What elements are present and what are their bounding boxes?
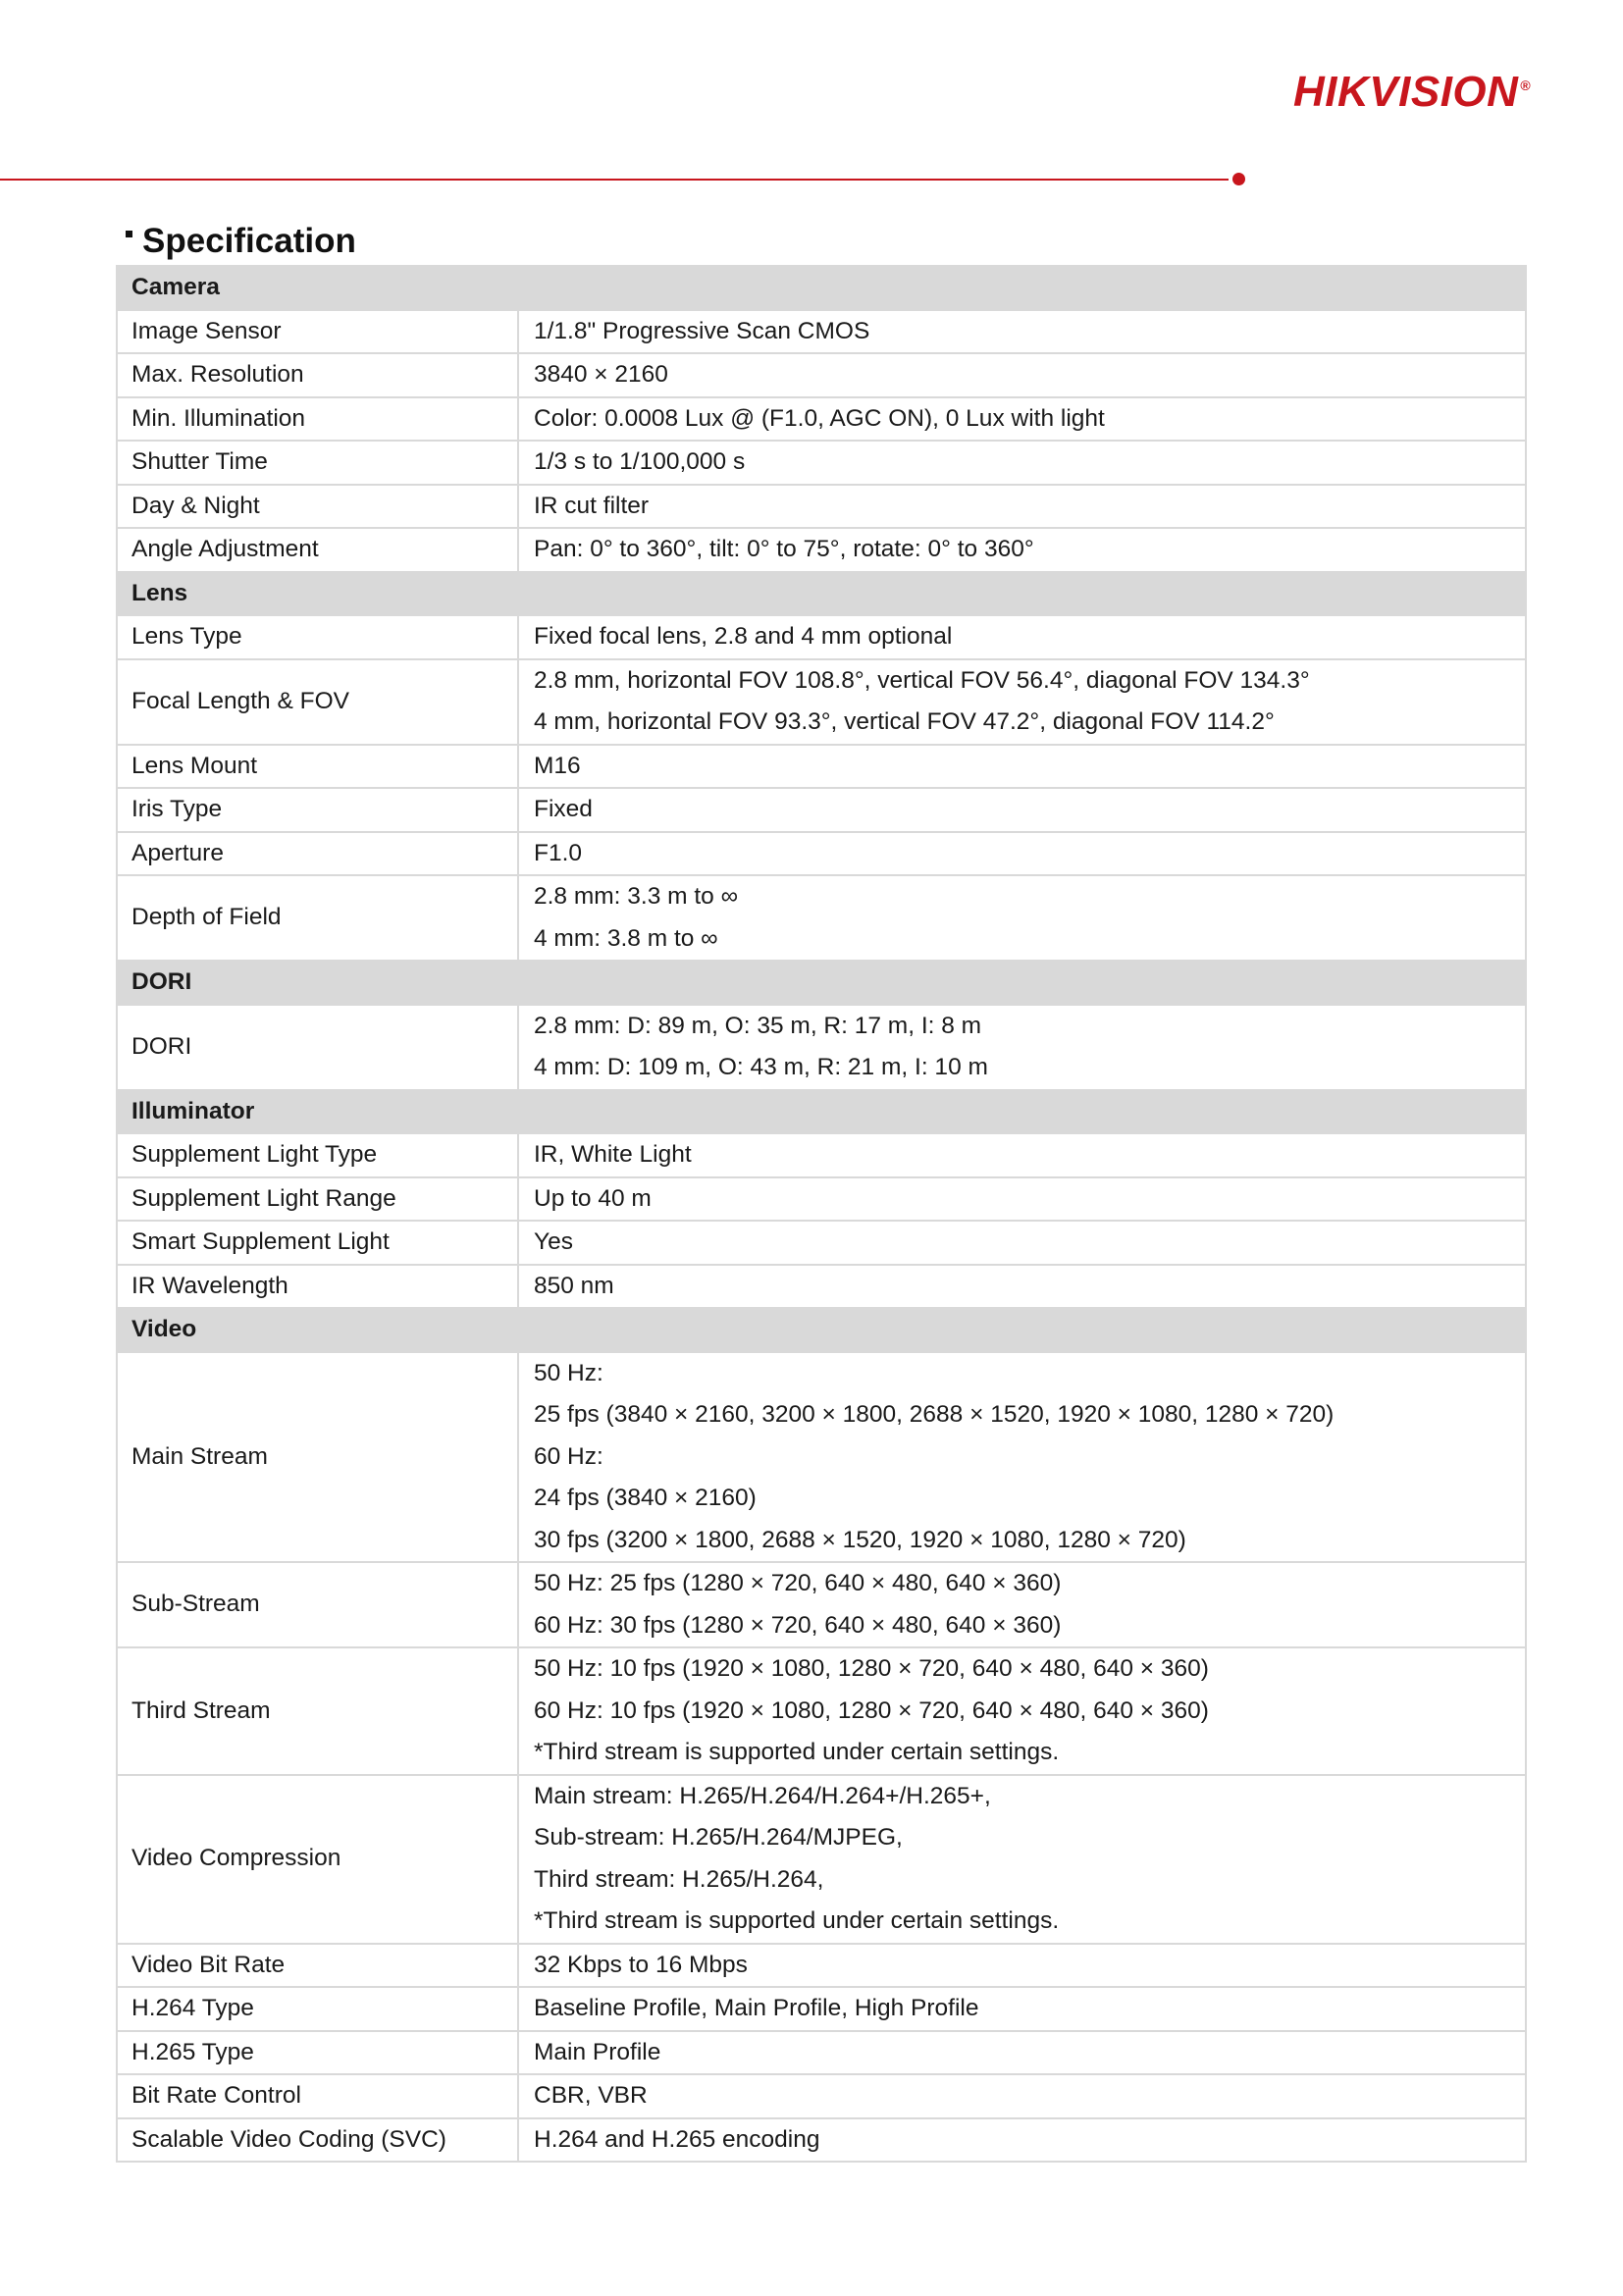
table-row bbox=[117, 875, 1526, 961]
spec-label: Third Stream bbox=[117, 1647, 518, 1775]
header-rule-dot bbox=[1232, 173, 1245, 185]
spec-label: Lens Mount bbox=[117, 745, 518, 789]
spec-label: Iris Type bbox=[117, 788, 518, 832]
spec-value-line: Fixed focal lens, 2.8 and 4 mm optional bbox=[534, 623, 953, 650]
table-row bbox=[117, 1647, 1526, 1775]
spec-value bbox=[518, 615, 1526, 659]
spec-label: Image Sensor bbox=[117, 310, 518, 354]
table-row bbox=[117, 397, 1526, 442]
spec-label: Supplement Light Range bbox=[117, 1177, 518, 1222]
table-row bbox=[117, 1775, 1526, 1944]
spec-value-line: 50 Hz: bbox=[534, 1359, 603, 1386]
spec-label: Day & Night bbox=[117, 485, 518, 529]
table-row bbox=[117, 2074, 1526, 2118]
group-header-row bbox=[117, 572, 1526, 616]
spec-value-line: Main stream: H.265/H.264/H.264+/H.265+, bbox=[534, 1782, 991, 1809]
spec-label: DORI bbox=[117, 1005, 518, 1090]
table-row bbox=[117, 1177, 1526, 1222]
spec-label: Supplement Light Type bbox=[117, 1133, 518, 1177]
spec-label: Aperture bbox=[117, 832, 518, 876]
spec-value-line: Color: 0.0008 Lux @ (F1.0, AGC ON), 0 Lux with light bbox=[534, 404, 1105, 432]
spec-label: Smart Supplement Light bbox=[117, 1221, 518, 1265]
header-rule bbox=[0, 179, 1229, 181]
spec-value bbox=[518, 832, 1526, 876]
spec-value-line: 60 Hz: 30 fps (1280 × 720, 640 × 480, 640 × 360) bbox=[534, 1611, 1062, 1639]
spec-label: Scalable Video Coding (SVC) bbox=[117, 2118, 518, 2163]
table-row bbox=[117, 2031, 1526, 2075]
group-header-row bbox=[117, 1308, 1526, 1352]
specification-table-body bbox=[117, 266, 1526, 2162]
table-row bbox=[117, 1562, 1526, 1647]
heading-bullet bbox=[126, 231, 132, 237]
table-row bbox=[117, 485, 1526, 529]
spec-value-line: 1/3 s to 1/100,000 s bbox=[534, 448, 746, 475]
table-row bbox=[117, 441, 1526, 485]
spec-value bbox=[518, 2031, 1526, 2075]
group-header: DORI bbox=[117, 961, 1526, 1005]
spec-value-line: 2.8 mm: 3.3 m to ∞ bbox=[534, 883, 739, 910]
registered-mark: ® bbox=[1520, 78, 1532, 94]
spec-value bbox=[518, 875, 1526, 961]
section-title: Specification bbox=[142, 222, 356, 260]
spec-value bbox=[518, 1775, 1526, 1944]
table-row bbox=[117, 1987, 1526, 2031]
spec-value bbox=[518, 745, 1526, 789]
spec-value bbox=[518, 1987, 1526, 2031]
spec-value bbox=[518, 528, 1526, 572]
spec-value bbox=[518, 441, 1526, 485]
spec-label: H.264 Type bbox=[117, 1987, 518, 2031]
table-row bbox=[117, 528, 1526, 572]
spec-value bbox=[518, 1221, 1526, 1265]
group-header: Camera bbox=[117, 266, 1526, 310]
specification-table bbox=[116, 265, 1527, 2163]
spec-value-line: CBR, VBR bbox=[534, 2082, 648, 2109]
group-header-row bbox=[117, 1090, 1526, 1134]
spec-value bbox=[518, 353, 1526, 397]
spec-label: Focal Length & FOV bbox=[117, 659, 518, 745]
spec-label: Sub-Stream bbox=[117, 1562, 518, 1647]
spec-value-line: 50 Hz: 10 fps (1920 × 1080, 1280 × 720, 640 × 480, 640 × 360) bbox=[534, 1655, 1209, 1682]
spec-value bbox=[518, 1944, 1526, 1988]
spec-value-line: Main Profile bbox=[534, 2038, 661, 2065]
table-row bbox=[117, 1265, 1526, 1309]
spec-label: H.265 Type bbox=[117, 2031, 518, 2075]
table-row bbox=[117, 659, 1526, 745]
spec-value bbox=[518, 659, 1526, 745]
table-row bbox=[117, 1005, 1526, 1090]
spec-value-line: 1/1.8" Progressive Scan CMOS bbox=[534, 317, 870, 344]
spec-value bbox=[518, 1133, 1526, 1177]
table-row bbox=[117, 2118, 1526, 2163]
spec-label: Bit Rate Control bbox=[117, 2074, 518, 2118]
spec-value-line: Fixed bbox=[534, 796, 593, 822]
table-row bbox=[117, 745, 1526, 789]
spec-value-line: 60 Hz: bbox=[534, 1442, 603, 1470]
spec-value-line: 3840 × 2160 bbox=[534, 361, 668, 388]
table-row bbox=[117, 310, 1526, 354]
group-header-row bbox=[117, 266, 1526, 310]
table-row bbox=[117, 1944, 1526, 1988]
spec-label: Angle Adjustment bbox=[117, 528, 518, 572]
spec-value-line: 4 mm: 3.8 m to ∞ bbox=[534, 924, 718, 952]
table-row bbox=[117, 832, 1526, 876]
table-row bbox=[117, 1221, 1526, 1265]
spec-value-line: 60 Hz: 10 fps (1920 × 1080, 1280 × 720, 640 × 480, 640 × 360) bbox=[534, 1696, 1209, 1724]
spec-value-line: 50 Hz: 25 fps (1280 × 720, 640 × 480, 640 × 360) bbox=[534, 1570, 1062, 1596]
spec-value-line: F1.0 bbox=[534, 839, 583, 866]
spec-value-line: 2.8 mm, horizontal FOV 108.8°, vertical FOV 56.4°, diagonal FOV 134.3° bbox=[534, 666, 1310, 694]
section-heading bbox=[126, 222, 356, 261]
spec-value-line: 32 Kbps to 16 Mbps bbox=[534, 1951, 748, 1978]
spec-value bbox=[518, 1562, 1526, 1647]
spec-value-line: *Third stream is supported under certain settings. bbox=[534, 1739, 1060, 1765]
spec-value-line: Up to 40 m bbox=[534, 1184, 652, 1212]
spec-label: Shutter Time bbox=[117, 441, 518, 485]
spec-value-line: 4 mm: D: 109 m, O: 43 m, R: 21 m, I: 10 m bbox=[534, 1054, 988, 1080]
spec-value bbox=[518, 397, 1526, 442]
spec-value-line: Pan: 0° to 360°, tilt: 0° to 75°, rotate: 0° to 360° bbox=[534, 536, 1034, 562]
spec-value bbox=[518, 1177, 1526, 1222]
spec-value-line: 24 fps (3840 × 2160) bbox=[534, 1485, 757, 1511]
spec-value-line: Third stream: H.265/H.264, bbox=[534, 1865, 824, 1893]
spec-value-line: Yes bbox=[534, 1228, 573, 1255]
group-header: Lens bbox=[117, 572, 1526, 616]
spec-value-line: 2.8 mm: D: 89 m, O: 35 m, R: 17 m, I: 8 m bbox=[534, 1012, 982, 1039]
brand-name: HIKVISION bbox=[1293, 68, 1519, 116]
spec-value-line: 4 mm, horizontal FOV 93.3°, vertical FOV 47.2°, diagonal FOV 114.2° bbox=[534, 708, 1275, 735]
group-header: Illuminator bbox=[117, 1090, 1526, 1134]
spec-label: Min. Illumination bbox=[117, 397, 518, 442]
spec-label: Video Bit Rate bbox=[117, 1944, 518, 1988]
spec-value-line: Sub-stream: H.265/H.264/MJPEG, bbox=[534, 1824, 903, 1851]
spec-value-line: 30 fps (3200 × 1800, 2688 × 1520, 1920 × 1080, 1280 × 720) bbox=[534, 1526, 1186, 1553]
spec-value-line: H.264 and H.265 encoding bbox=[534, 2125, 820, 2153]
spec-value bbox=[518, 2118, 1526, 2163]
spec-value bbox=[518, 310, 1526, 354]
spec-value bbox=[518, 1005, 1526, 1090]
group-header-row bbox=[117, 961, 1526, 1005]
group-header: Video bbox=[117, 1308, 1526, 1352]
spec-label: Lens Type bbox=[117, 615, 518, 659]
spec-value bbox=[518, 788, 1526, 832]
spec-label: Main Stream bbox=[117, 1352, 518, 1563]
spec-value-line: IR, White Light bbox=[534, 1141, 692, 1168]
spec-label: Max. Resolution bbox=[117, 353, 518, 397]
spec-value-line: 850 nm bbox=[534, 1272, 614, 1299]
spec-label: Depth of Field bbox=[117, 875, 518, 961]
spec-value bbox=[518, 1352, 1526, 1563]
spec-value bbox=[518, 485, 1526, 529]
spec-value bbox=[518, 1265, 1526, 1309]
hikvision-logo bbox=[1293, 68, 1532, 116]
spec-value-line: IR cut filter bbox=[534, 492, 650, 519]
table-row bbox=[117, 1133, 1526, 1177]
spec-label: Video Compression bbox=[117, 1775, 518, 1944]
table-row bbox=[117, 615, 1526, 659]
spec-value-line: *Third stream is supported under certain settings. bbox=[534, 1907, 1060, 1934]
spec-value bbox=[518, 2074, 1526, 2118]
spec-value-line: Baseline Profile, Main Profile, High Profile bbox=[534, 1995, 979, 2021]
table-row bbox=[117, 1352, 1526, 1563]
spec-value-line: 25 fps (3840 × 2160, 3200 × 1800, 2688 × 1520, 1920 × 1080, 1280 × 720) bbox=[534, 1401, 1335, 1428]
table-row bbox=[117, 788, 1526, 832]
table-row bbox=[117, 353, 1526, 397]
spec-value-line: M16 bbox=[534, 752, 581, 779]
spec-label: IR Wavelength bbox=[117, 1265, 518, 1309]
spec-value bbox=[518, 1647, 1526, 1775]
